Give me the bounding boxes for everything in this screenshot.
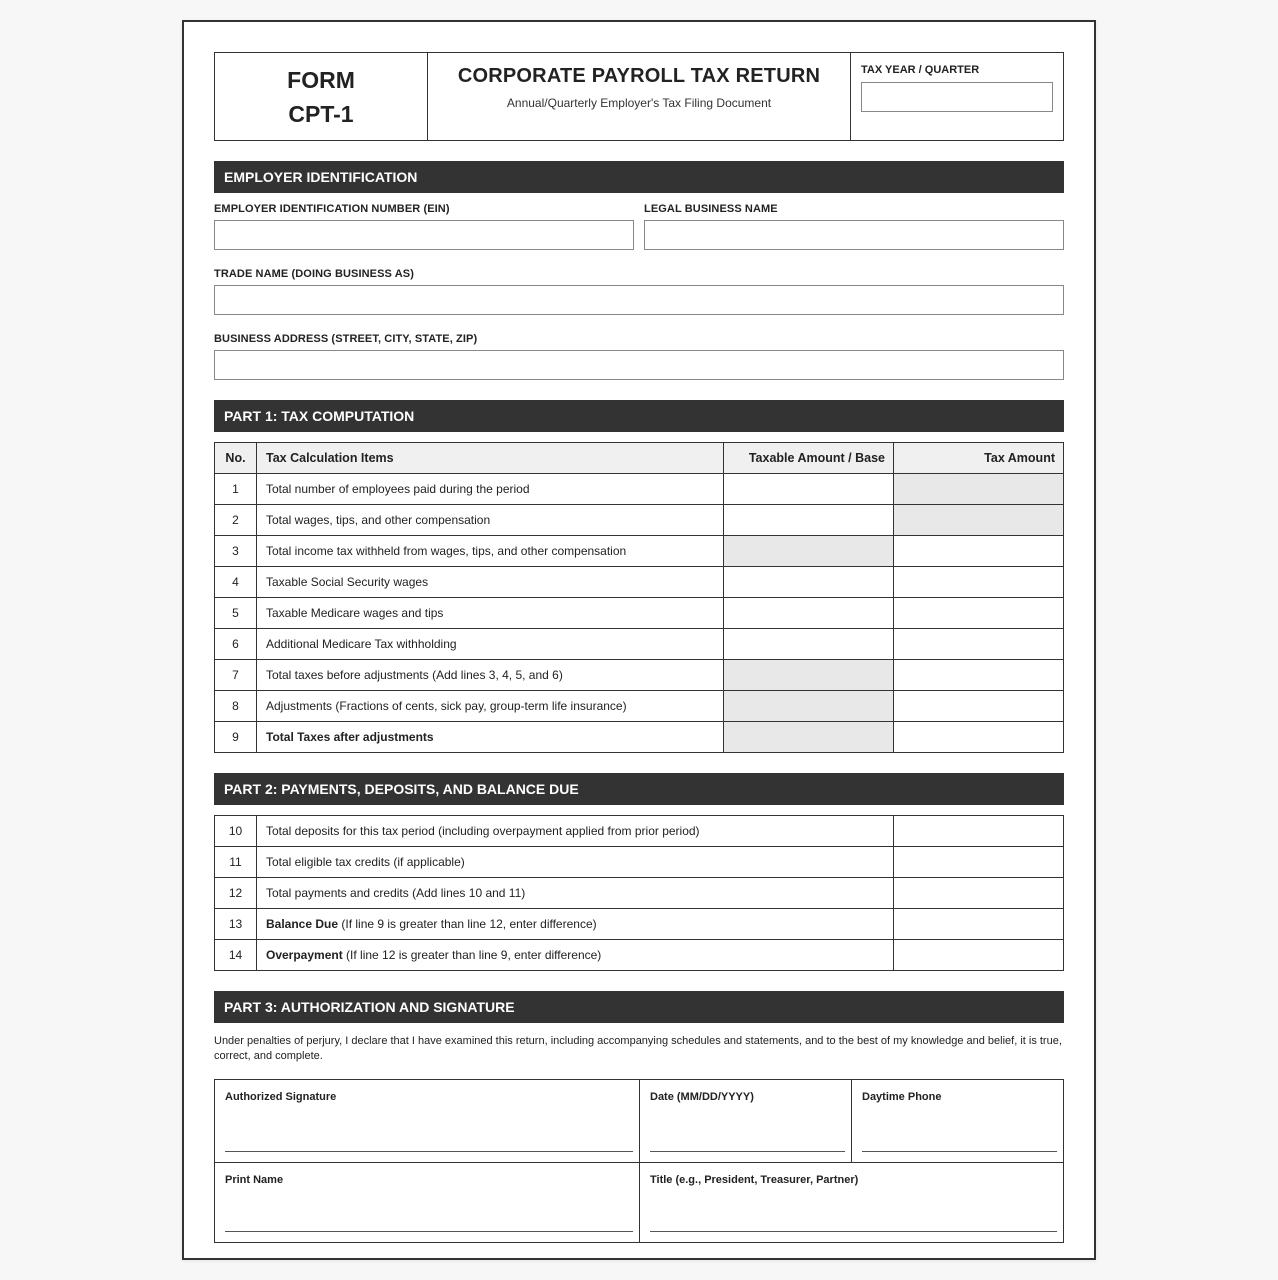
amount-disabled-cell — [894, 505, 1064, 536]
table-row — [215, 691, 1064, 722]
authorized-signature-line[interactable] — [225, 1151, 633, 1152]
amount-input[interactable] — [894, 691, 1064, 722]
form-sheet — [182, 20, 1096, 1260]
signature-row-1 — [215, 1080, 1063, 1162]
base-input[interactable] — [724, 567, 894, 598]
line-number: 9 — [215, 722, 257, 753]
column-header-item: Tax Calculation Items — [257, 443, 724, 474]
signature-block — [214, 1079, 1064, 1243]
tax-year-label: TAX YEAR / QUARTER — [861, 64, 980, 76]
trade-name-input[interactable] — [214, 285, 1064, 315]
line-description — [257, 940, 894, 971]
table-row — [215, 909, 1064, 940]
amount-input[interactable] — [894, 940, 1064, 971]
table-row — [215, 598, 1064, 629]
line-number: 12 — [215, 878, 257, 909]
print-name-cell — [215, 1163, 640, 1242]
amount-input[interactable] — [894, 722, 1064, 753]
address-group — [214, 333, 1064, 380]
tax-computation-table — [214, 442, 1064, 753]
phone-cell — [852, 1080, 1063, 1162]
amount-input[interactable] — [894, 536, 1064, 567]
section-employer-identification: EMPLOYER IDENTIFICATION — [214, 161, 1064, 193]
ein-group — [214, 203, 634, 250]
base-disabled-cell — [724, 660, 894, 691]
line-description: Taxable Medicare wages and tips — [257, 598, 724, 629]
table-row — [215, 505, 1064, 536]
line-description: Total taxes before adjustments (Add lines 3, 4, 5, and 6) — [257, 660, 724, 691]
line-description: Taxable Social Security wages — [257, 567, 724, 598]
line-description: Total Taxes after adjustments — [257, 722, 724, 753]
line-description — [257, 816, 894, 847]
section-part1: PART 1: TAX COMPUTATION — [214, 400, 1064, 432]
line-number: 1 — [215, 474, 257, 505]
line-number: 8 — [215, 691, 257, 722]
form-subtitle: Annual/Quarterly Employer's Tax Filing Document — [506, 96, 772, 110]
table-row — [215, 536, 1064, 567]
signature-row-2 — [215, 1162, 1063, 1242]
table-row — [215, 629, 1064, 660]
table-row — [215, 474, 1064, 505]
form-content — [214, 52, 1064, 1243]
base-input[interactable] — [724, 598, 894, 629]
line-number: 11 — [215, 847, 257, 878]
line-description: Total wages, tips, and other compensation — [257, 505, 724, 536]
base-input[interactable] — [724, 474, 894, 505]
legal-name-label: LEGAL BUSINESS NAME — [644, 203, 778, 215]
amount-input[interactable] — [894, 629, 1064, 660]
title-line[interactable] — [650, 1231, 1057, 1232]
line-number: 10 — [215, 816, 257, 847]
title-label: Title (e.g., President, Treasurer, Partner) — [650, 1174, 859, 1186]
table-row — [215, 567, 1064, 598]
amount-input[interactable] — [894, 567, 1064, 598]
base-disabled-cell — [724, 722, 894, 753]
column-header-no: No. — [215, 443, 257, 474]
amount-input[interactable] — [894, 598, 1064, 629]
line-description: Total income tax withheld from wages, tips, and other compensation — [257, 536, 724, 567]
form-header — [214, 52, 1064, 141]
line-description: Adjustments (Fractions of cents, sick pay, group-term life insurance) — [257, 691, 724, 722]
form-title: CORPORATE PAYROLL TAX RETURN — [457, 65, 821, 87]
line-number: 2 — [215, 505, 257, 536]
column-header-amount: Tax Amount — [894, 443, 1064, 474]
trade-name-group — [214, 268, 1064, 315]
line-description — [257, 878, 894, 909]
table-row — [215, 878, 1064, 909]
line-description-text: Total eligible tax credits (if applicable) — [266, 855, 465, 869]
base-input[interactable] — [724, 505, 894, 536]
line-number: 5 — [215, 598, 257, 629]
section-part2: PART 2: PAYMENTS, DEPOSITS, AND BALANCE DUE — [214, 773, 1064, 805]
address-label: BUSINESS ADDRESS (STREET, CITY, STATE, ZIP) — [214, 333, 478, 345]
phone-line[interactable] — [862, 1151, 1057, 1152]
line-description-bold: Balance Due — [266, 917, 339, 931]
line-description-text: (If line 9 is greater than line 12, enter difference) — [338, 917, 597, 931]
form-label: FORM — [287, 66, 355, 93]
payments-table — [214, 815, 1064, 971]
line-number: 3 — [215, 536, 257, 567]
print-name-line[interactable] — [225, 1231, 633, 1232]
tax-year-input[interactable] — [861, 82, 1053, 112]
line-description — [257, 847, 894, 878]
amount-disabled-cell — [894, 474, 1064, 505]
form-title-block — [428, 53, 851, 140]
address-input[interactable] — [214, 350, 1064, 380]
table-row — [215, 847, 1064, 878]
legal-name-input[interactable] — [644, 220, 1064, 250]
date-line[interactable] — [650, 1151, 845, 1152]
line-number: 4 — [215, 567, 257, 598]
line-description-text: (If line 12 is greater than line 9, enter difference) — [342, 948, 602, 962]
amount-input[interactable] — [894, 909, 1064, 940]
title-cell — [640, 1163, 1063, 1242]
base-input[interactable] — [724, 629, 894, 660]
base-disabled-cell — [724, 536, 894, 567]
amount-input[interactable] — [894, 847, 1064, 878]
perjury-declaration: Under penalties of perjury, I declare that I have examined this return, including accompanying schedules and statements, and to the best of my knowledge and belief, it is true, correct, and complete. — [214, 1035, 1062, 1062]
trade-name-label: TRADE NAME (DOING BUSINESS AS) — [214, 268, 414, 280]
ein-label: EMPLOYER IDENTIFICATION NUMBER (EIN) — [214, 203, 450, 215]
amount-input[interactable] — [894, 878, 1064, 909]
line-description-text: Total deposits for this tax period (including overpayment applied from prior period) — [266, 824, 700, 838]
base-disabled-cell — [724, 691, 894, 722]
amount-input[interactable] — [894, 660, 1064, 691]
line-description-text: Total payments and credits (Add lines 10 and 11) — [266, 886, 526, 900]
ein-name-row — [214, 203, 1064, 250]
line-description — [257, 909, 894, 940]
line-description-bold: Overpayment — [266, 948, 343, 962]
line-number: 14 — [215, 940, 257, 971]
phone-label: Daytime Phone — [862, 1091, 942, 1103]
tax-year-block — [851, 53, 1063, 140]
authorized-signature-label: Authorized Signature — [225, 1091, 337, 1103]
column-header-base: Taxable Amount / Base — [724, 443, 894, 474]
legal-name-group — [644, 203, 1064, 250]
table-row — [215, 816, 1064, 847]
print-name-label: Print Name — [225, 1174, 284, 1186]
line-number: 6 — [215, 629, 257, 660]
table-row — [215, 722, 1064, 753]
ein-input[interactable] — [214, 220, 634, 250]
line-description: Total number of employees paid during the period — [257, 474, 724, 505]
form-id-block — [215, 53, 428, 140]
line-description: Additional Medicare Tax withholding — [257, 629, 724, 660]
date-cell — [640, 1080, 852, 1162]
table-header-row — [215, 443, 1064, 474]
section-part3: PART 3: AUTHORIZATION AND SIGNATURE — [214, 991, 1064, 1023]
table-row — [215, 660, 1064, 691]
form-number: CPT-1 — [288, 100, 354, 127]
table-row — [215, 940, 1064, 971]
line-number: 13 — [215, 909, 257, 940]
authorized-signature-cell — [215, 1080, 640, 1162]
date-label: Date (MM/DD/YYYY) — [650, 1091, 754, 1103]
amount-input[interactable] — [894, 816, 1064, 847]
line-number: 7 — [215, 660, 257, 691]
